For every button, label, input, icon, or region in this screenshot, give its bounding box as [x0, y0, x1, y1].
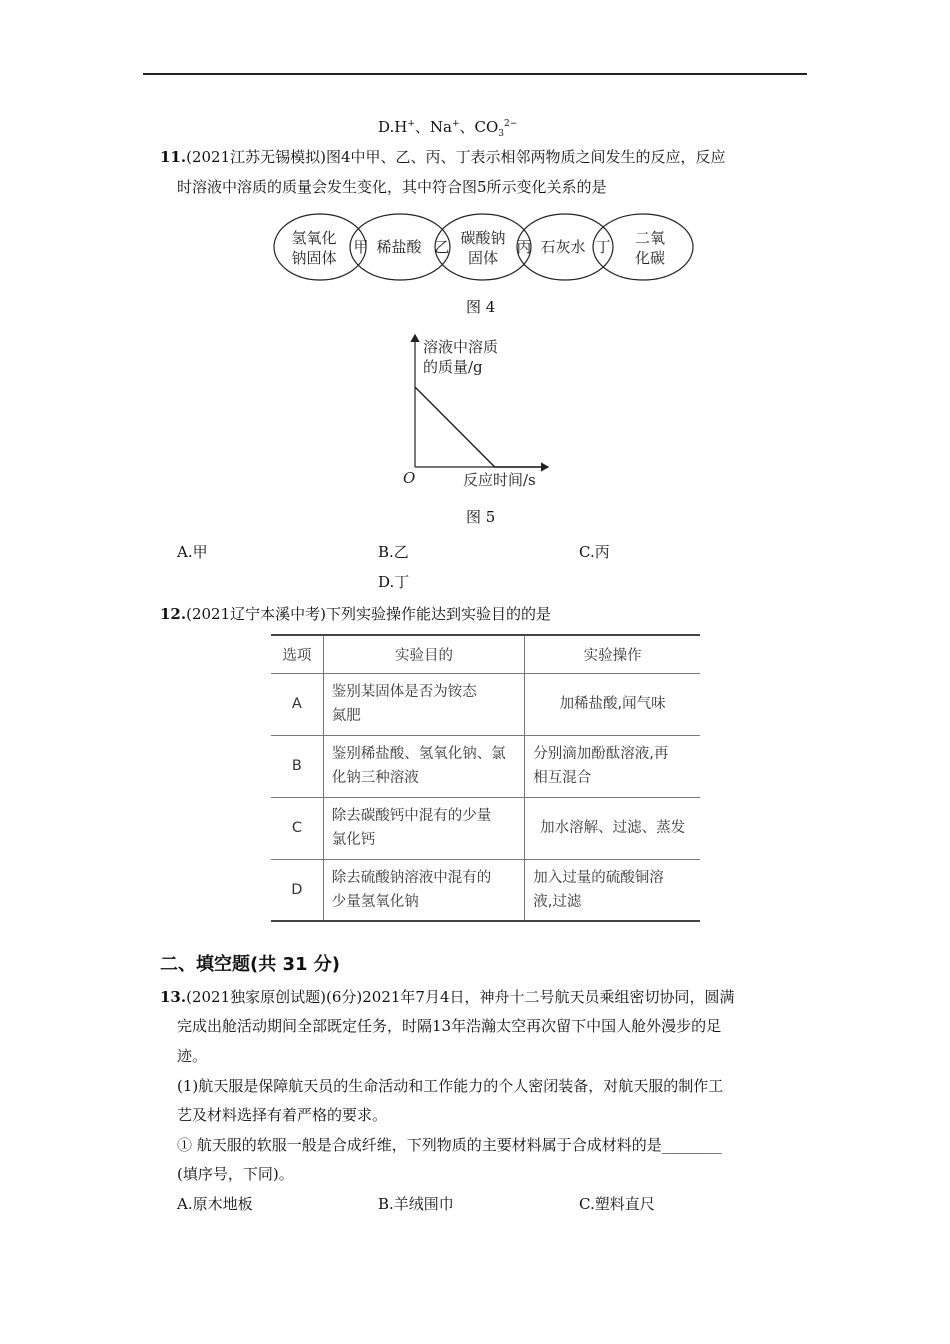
series-line-solute-mass: [415, 387, 548, 467]
cell-line: 氮肥: [331, 708, 361, 724]
table-cell-goal: [323, 797, 524, 859]
q10-option-d: [378, 117, 517, 137]
q12-stem: [160, 604, 551, 624]
table-cell-option: B: [271, 735, 323, 797]
reaction-label: 乙: [434, 238, 450, 256]
cell-line: 相互混合: [533, 770, 592, 786]
q13-part1-line2: 艺及材料选择有着严格的要求。: [177, 1106, 388, 1124]
q11-line1: [160, 147, 726, 167]
cell-line: 鉴别稀盐酸、氢氧化钠、氯: [331, 746, 506, 762]
q13-option-b: B.羊绒围巾: [378, 1195, 454, 1213]
superscript: +: [451, 119, 460, 129]
table-cell-operation: [525, 859, 700, 921]
reaction-label: 丁: [595, 238, 611, 256]
question-text: (2021独家原创试题)(6分)2021年7月4日，神舟十二号航天员乘组密切协同，圆满: [186, 988, 735, 1006]
ellipse-sodium-hydroxide: [274, 214, 369, 280]
q13-line2: 完成出舱活动期间全部既定任务，时隔13年浩瀚太空再次留下中国人舱外漫步的足: [177, 1017, 722, 1035]
section-title: 二、填空题(共 31 分): [160, 954, 341, 975]
substance-label: 二氧: [634, 229, 666, 247]
question-number: 13.: [160, 988, 187, 1006]
q11-option-a: A.甲: [177, 543, 208, 561]
table-header: 实验目的: [323, 635, 524, 673]
origin-label: O: [403, 469, 416, 487]
substance-label: 稀盐酸: [376, 238, 422, 256]
cell-line: 分别滴加酚酞溶液,再: [533, 746, 669, 762]
substance-label: 石灰水: [540, 238, 586, 256]
cell-line: 除去碳酸钙中混有的少量: [331, 808, 492, 824]
q13-option-a: A.原木地板: [177, 1195, 253, 1213]
reaction-label: 丙: [516, 238, 532, 256]
table-row: [271, 797, 700, 859]
question-text: (2021江苏无锡模拟)图4中甲、乙、丙、丁表示相邻两物质之间发生的反应，反应: [186, 148, 726, 166]
table-row: [271, 859, 700, 921]
y-axis-label: 溶液中溶质: [423, 338, 499, 356]
experiment-table: [271, 634, 700, 922]
subscript: 3: [498, 129, 505, 139]
question-number: 11.: [160, 148, 187, 166]
table-cell-operation: [525, 735, 700, 797]
figure-4-diagram: [270, 210, 700, 285]
table-row: [271, 673, 700, 735]
option-text: D.H: [378, 118, 408, 136]
cell-line: 鉴别某固体是否为铵态: [331, 684, 477, 700]
q13-sub1-line1: ① 航天服的软服一般是合成纤维，下列物质的主要材料属于合成材料的是________: [177, 1136, 722, 1154]
figure-4-caption: 图 4: [466, 298, 496, 316]
question-number: 12.: [160, 605, 187, 623]
superscript: +: [407, 119, 415, 129]
table-cell-option: D: [271, 859, 323, 921]
figure-5-chart: [395, 330, 560, 495]
substance-label: 固体: [467, 249, 499, 267]
cell-line: 化钠三种溶液: [331, 770, 419, 786]
table-cell-goal: [323, 859, 524, 921]
y-axis-label: 的质量/g: [423, 358, 483, 376]
substance-label: 化碳: [634, 249, 666, 267]
cell-line: 除去硫酸钠溶液中混有的: [331, 869, 492, 886]
table-row: [271, 735, 700, 797]
table-cell-goal: [323, 735, 524, 797]
substance-label: 碳酸钠: [460, 229, 506, 247]
cell-line: 少量氢氧化钠: [331, 893, 419, 910]
table-header-row: [271, 635, 700, 673]
option-text: 、Na: [414, 118, 452, 136]
table-cell-option: A: [271, 673, 323, 735]
q13-line3: 迹。: [177, 1047, 208, 1065]
q13-sub1-line2: (填序号，下同)。: [177, 1165, 294, 1183]
option-text: 、CO: [459, 118, 499, 136]
table-cell-operation: [525, 797, 700, 859]
table-cell-operation: [525, 673, 700, 735]
cell-line: 液,过滤: [533, 893, 582, 910]
cell-line: 加稀盐酸,闻气味: [559, 696, 666, 712]
table-header: 选项: [271, 635, 323, 673]
q11-line2: 时溶液中溶质的质量会发生变化，其中符合图5所示变化关系的是: [177, 178, 607, 196]
header-rule: [143, 73, 807, 75]
q13-line1: [160, 987, 735, 1007]
substance-label: 氢氧化: [291, 229, 337, 247]
question-text: (2021辽宁本溪中考)下列实验操作能达到实验目的的是: [186, 605, 551, 623]
table-cell-option: C: [271, 797, 323, 859]
x-axis-label: 反应时间/s: [463, 471, 536, 489]
cell-line: 加水溶解、过滤、蒸发: [540, 820, 686, 836]
substance-label: 钠固体: [291, 249, 337, 267]
q11-option-c: C.丙: [579, 543, 610, 561]
table-cell-goal: [323, 673, 524, 735]
reaction-label: 甲: [353, 238, 369, 256]
figure-5-caption: 图 5: [466, 508, 496, 526]
cell-line: 加入过量的硫酸铜溶: [533, 869, 664, 886]
q13-part1-line1: (1)航天服是保障航天员的生命活动和工作能力的个人密闭装备，对航天服的制作工: [177, 1077, 724, 1095]
q13-option-c: C.塑料直尺: [579, 1195, 655, 1213]
cell-line: 氯化钙: [331, 832, 376, 848]
superscript: 2−: [504, 119, 518, 129]
q11-option-d: D.丁: [378, 573, 410, 591]
table-header: 实验操作: [525, 635, 700, 673]
q11-option-b: B.乙: [378, 543, 409, 561]
